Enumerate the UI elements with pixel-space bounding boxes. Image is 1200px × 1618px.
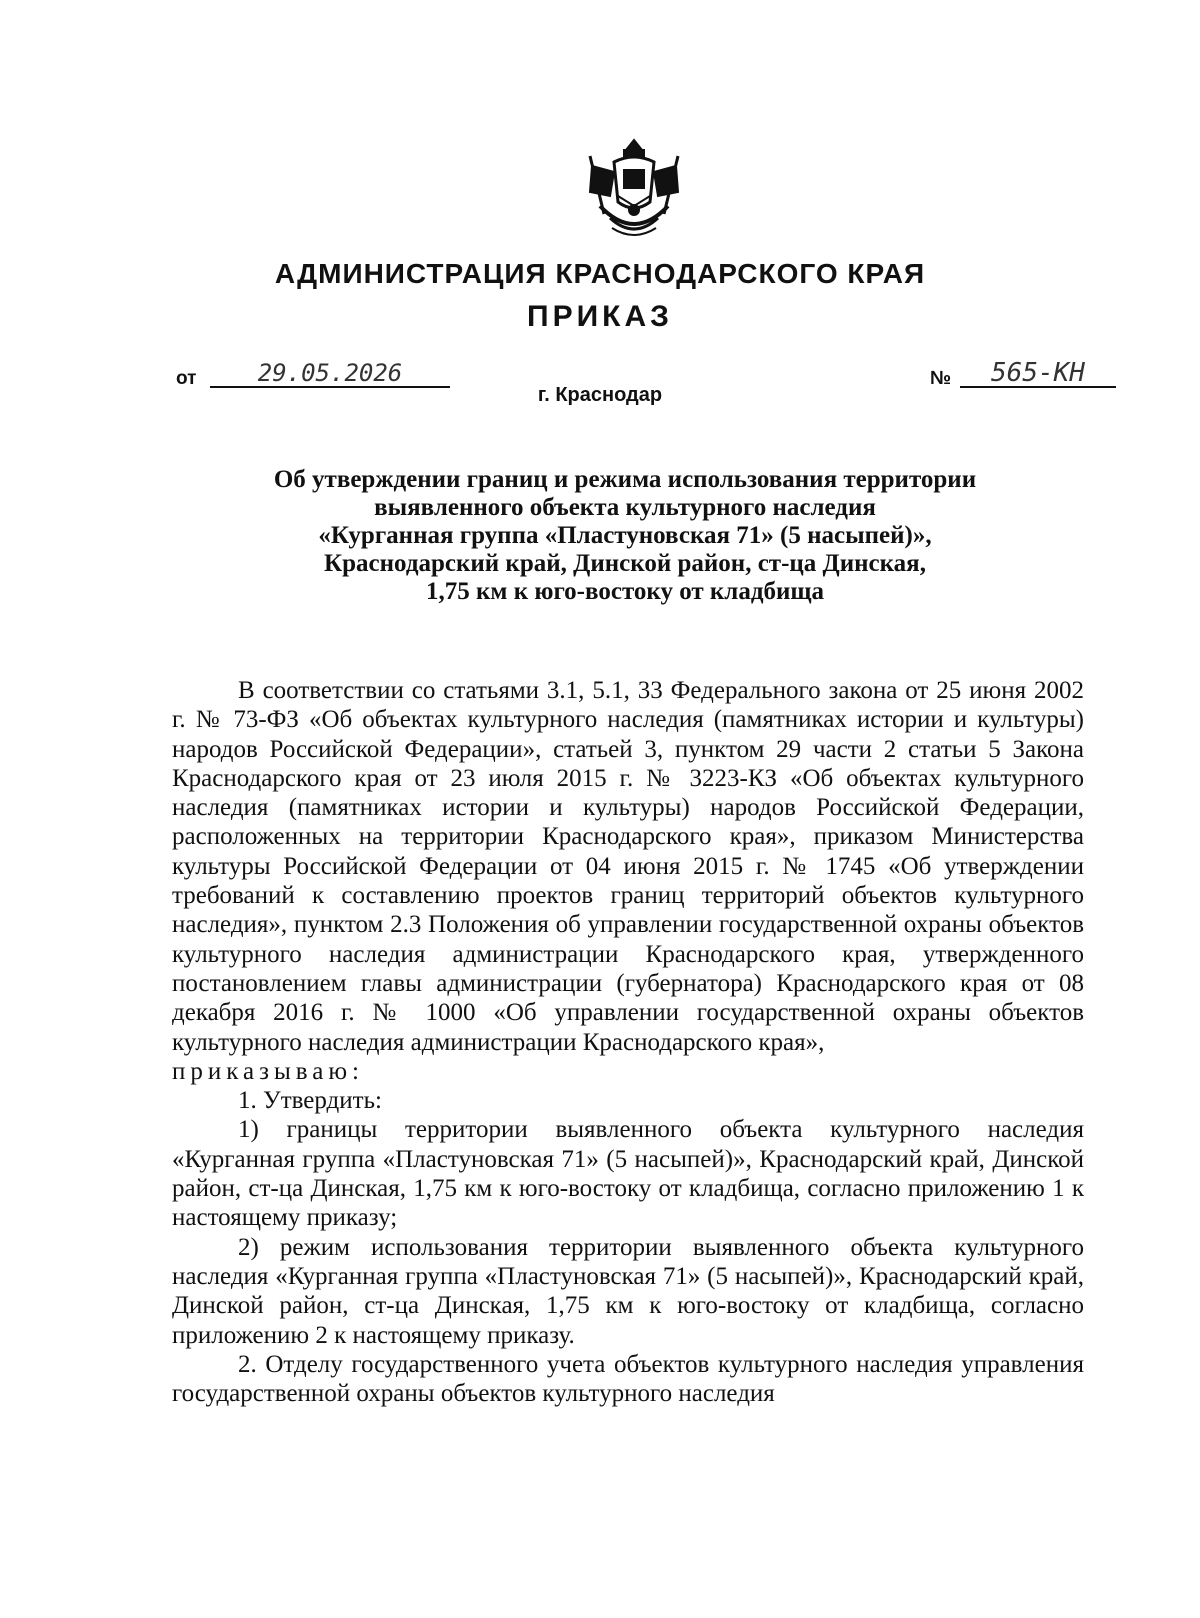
date-value: 29.05.2026: [210, 360, 450, 388]
title-line: «Курганная группа «Пластуновская 71» (5 насыпей)»,: [318, 522, 932, 549]
title-line: Об утверждении границ и режима использования территории: [273, 466, 977, 493]
title-line: Краснодарский край, Динской район, ст-ца Динская,: [324, 550, 926, 577]
item-1-1: 1) границы территории выявленного объекта культурного наследия «Курганная группа «Пластуновская 71» (5 насыпей)», Краснодарский край, Динской район, ст-ца Динская, 1,75 км к юго-востоку от кладбища, согласно приложению 1 к настоящему приказу;: [172, 1116, 1084, 1232]
city: г. Краснодар: [537, 384, 663, 406]
item-1-2: 2) режим использования территории выявленного объекта культурного наследия «Курганная группа «Пластуновская 71» (5 насыпей)», Краснодарский край, Динской район, ст-ца Динская, 1,75 км к юго-востоку от кладбища, согласно приложению 2 к настоящему приказу.: [172, 1233, 1084, 1349]
title-line: выявленного объекта культурного наследия: [374, 494, 876, 521]
item-2: 2. Отделу государственного учета объектов культурного наследия управления государственной охраны объектов культурного наследия: [172, 1350, 1084, 1408]
document-type: ПРИКАЗ: [527, 300, 673, 333]
item-1: 1. Утвердить:: [238, 1087, 382, 1115]
title-line: 1,75 км к юго-востоку от кладбища: [426, 578, 824, 605]
number-value: 565-КН: [960, 360, 1116, 388]
document-title: [200, 466, 1050, 606]
order-word: приказываю:: [172, 1057, 364, 1085]
number-label: №: [930, 368, 952, 389]
coat-of-arms-emblem: [574, 136, 694, 244]
organization-name: АДМИНИСТРАЦИЯ КРАСНОДАРСКОГО КРАЯ: [274, 258, 926, 289]
preamble-paragraph: В соответствии со статьями 3.1, 5.1, 33 Федерального закона от 25 июня 2002 г. № 73-ФЗ «Об объектах культурного наследия (памятниках истории и культуры) народов Российской Федерации», статьей 3, пунктом 29 части 2 статьи 5 Закона Краснодарского края от 23 июля 2015 г. № 3223-КЗ «Об объектах культурного наследия (памятниках истории и культуры) народов Российской Федерации, расположенных на территории Краснодарского края», приказом Министерства культуры Российской Федерации от 04 июня 2015 г. № 1745 «Об утверждении требований к составлению проектов границ территорий объектов культурного наследия», пунктом 2.3 Положения об управлении государственной охраны объектов культурного наследия администрации Краснодарского края, утвержденного постановлением главы администрации (губернатора) Краснодарского края от 08 декабря 2016 г. № 1000 «Об управлении государственной охраны объектов культурного наследия администрации Краснодарского края»,: [172, 677, 1084, 1056]
document-body: [172, 676, 1084, 1408]
date-label: от: [176, 368, 197, 389]
